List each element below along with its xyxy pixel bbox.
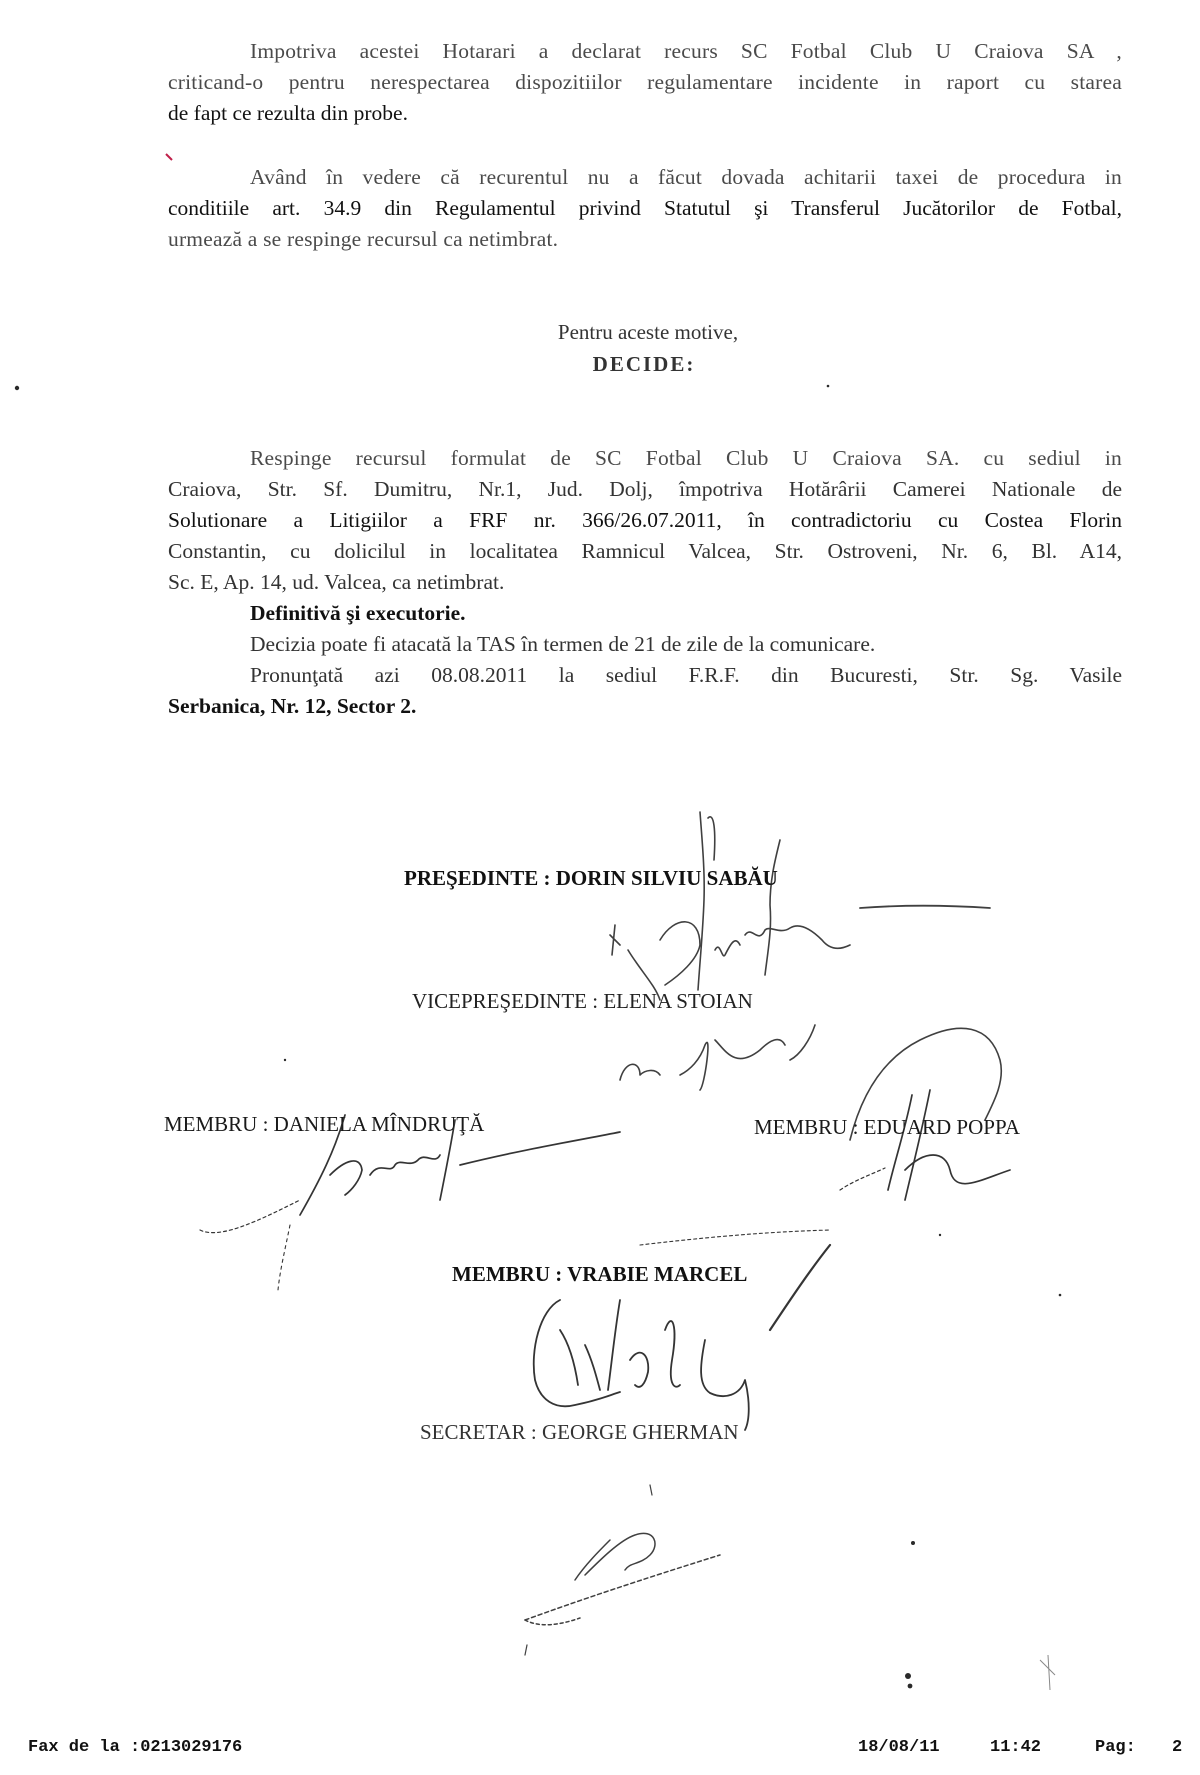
signatory-president: PREŞEDINTE : DORIN SILVIU SABĂU <box>404 866 778 890</box>
fax-from-number: Fax de la :0213029176 <box>28 1738 243 1757</box>
text-line: urmează a se respinge recursul ca netimbrat. <box>168 227 559 251</box>
signature-secretary <box>525 1485 720 1655</box>
paragraph-decision <box>168 443 1122 722</box>
fax-page-number: 2 <box>1172 1738 1183 1757</box>
appeal-line: Decizia poate fi atacată la TAS în termen de 21 de zile de la comunicare. <box>250 632 876 656</box>
signatory-member-vrabie: MEMBRU : VRABIE MARCEL <box>452 1262 748 1286</box>
paragraph-appeal-declared <box>168 36 1122 129</box>
red-tick-mark <box>166 154 172 160</box>
fax-date: 18/08/11 <box>858 1738 940 1757</box>
decide-heading: DECIDE: <box>592 352 696 376</box>
pronounced-address: Serbanica, Nr. 12, Sector 2. <box>168 694 417 718</box>
paragraph-fee-not-paid <box>168 162 1122 255</box>
scan-noise <box>1040 1655 1055 1690</box>
text-line: conditiile art. 34.9 din Regulamentul privind Statutul şi Transferul Jucătorilor de Fotbal, <box>168 196 1122 220</box>
signatory-member-mindruta: MEMBRU : DANIELA MÎNDRUŢĂ <box>164 1112 485 1136</box>
motive-line: Pentru aceste motive, <box>557 320 739 344</box>
signatory-secretary: SECRETAR : GEORGE GHERMAN <box>420 1420 739 1444</box>
text-line: Craiova, Str. Sf. Dumitru, Nr.1, Jud. Dolj, împotriva Hotărârii Camerei Nationale de <box>168 477 1122 501</box>
text-line: criticand-o pentru nerespectarea dispozitiilor regulamentare incidente in raport cu starea <box>168 70 1122 94</box>
signature-poppa <box>840 1090 1010 1200</box>
text-line: Având în vedere că recurentul nu a făcut dovada achitarii taxei de procedura in <box>250 165 1122 189</box>
text-line: de fapt ce rezulta din probe. <box>168 101 408 125</box>
fax-page-label: Pag: <box>1095 1738 1136 1757</box>
final-label: Definitivă şi executorie. <box>250 601 466 625</box>
text-line: Constantin, cu dolicilul in localitatea Ramnicul Valcea, Str. Ostroveni, Nr. 6, Bl. A14, <box>168 539 1122 563</box>
signatory-vicepresident: VICEPREŞEDINTE : ELENA STOIAN <box>412 989 753 1013</box>
text-line: Solutionare a Litigiilor a FRF nr. 366/26.07.2011, în contradictoriu cu Costea Florin <box>168 508 1122 532</box>
text-line: Respinge recursul formulat de SC Fotbal Club U Craiova SA. cu sediul in <box>250 446 1122 470</box>
pronounced-line: Pronunţată azi 08.08.2011 la sediul F.R.F. din Bucuresti, Str. Sg. Vasile <box>250 663 1122 687</box>
text-line: Impotriva acestei Hotarari a declarat recurs SC Fotbal Club U Craiova SA , <box>250 39 1122 63</box>
signatory-member-poppa: MEMBRU : EDUARD POPPA <box>754 1115 1020 1139</box>
text-line: Sc. E, Ap. 14, ud. Valcea, ca netimbrat. <box>168 570 505 594</box>
signature-vrabie <box>534 1230 830 1430</box>
signature-president <box>610 812 990 1000</box>
fax-time: 11:42 <box>990 1738 1042 1757</box>
